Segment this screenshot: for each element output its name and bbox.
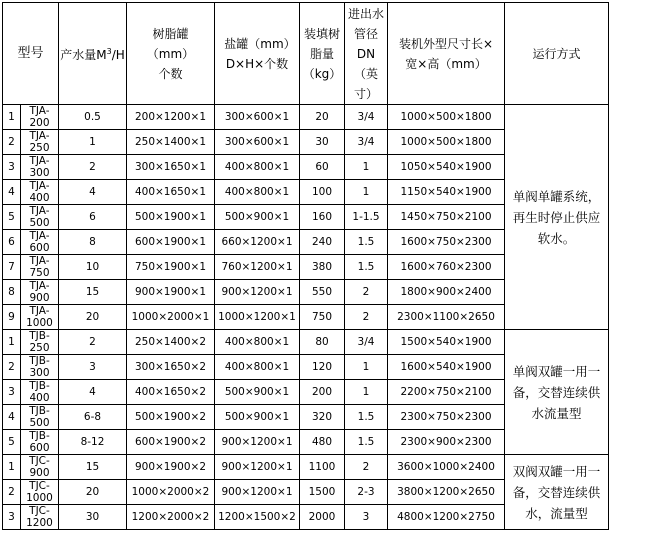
cell-resin: 750×1900×1 xyxy=(127,255,215,280)
cell-salt: 1200×1500×2 xyxy=(215,505,300,530)
cell-model: TJB-250 xyxy=(21,330,59,355)
cell-dims: 1600×760×2300 xyxy=(388,255,505,280)
cell-salt: 900×1200×1 xyxy=(215,430,300,455)
cell-dims: 1450×750×2100 xyxy=(388,205,505,230)
cell-dims: 1800×900×2400 xyxy=(388,280,505,305)
header-mode: 运行方式 xyxy=(505,3,609,105)
cell-model: TJC-1000 xyxy=(21,480,59,505)
cell-output: 1 xyxy=(59,130,127,155)
table-row xyxy=(3,105,609,130)
cell-dims: 1600×750×2300 xyxy=(388,230,505,255)
operation-mode-cell: 双阀双罐一用一备，交替连续供水，流量型 xyxy=(505,455,609,530)
header-output xyxy=(59,3,127,105)
cell-dims: 2200×750×2100 xyxy=(388,380,505,405)
header-model: 型号 xyxy=(3,3,59,105)
cell-n: 3 xyxy=(3,380,21,405)
spec-table xyxy=(2,2,609,530)
cell-dims: 3600×1000×2400 xyxy=(388,455,505,480)
cell-resin: 1200×2000×2 xyxy=(127,505,215,530)
cell-n: 4 xyxy=(3,405,21,430)
cell-salt: 1000×1200×1 xyxy=(215,305,300,330)
cell-output: 2 xyxy=(59,155,127,180)
cell-dims: 2300×750×2300 xyxy=(388,405,505,430)
cell-n: 3 xyxy=(3,505,21,530)
cell-pipe: 3/4 xyxy=(345,330,388,355)
cell-output: 2 xyxy=(59,330,127,355)
cell-model: TJA-750 xyxy=(21,255,59,280)
cell-resin: 900×1900×1 xyxy=(127,280,215,305)
header-resin-tank: 树脂罐（mm）个数 xyxy=(127,3,215,105)
cell-output: 3 xyxy=(59,355,127,380)
cell-output: 8-12 xyxy=(59,430,127,455)
cell-output: 20 xyxy=(59,305,127,330)
cell-fill: 100 xyxy=(300,180,345,205)
cell-fill: 550 xyxy=(300,280,345,305)
cell-output: 15 xyxy=(59,280,127,305)
cell-salt: 400×800×1 xyxy=(215,180,300,205)
cell-salt: 500×900×1 xyxy=(215,405,300,430)
cell-salt: 300×600×1 xyxy=(215,105,300,130)
cell-fill: 80 xyxy=(300,330,345,355)
cell-salt: 760×1200×1 xyxy=(215,255,300,280)
cell-resin: 400×1650×2 xyxy=(127,380,215,405)
cell-fill: 30 xyxy=(300,130,345,155)
cell-salt: 500×900×1 xyxy=(215,205,300,230)
table-row xyxy=(3,330,609,355)
cell-pipe: 2 xyxy=(345,455,388,480)
cell-dims: 1150×540×1900 xyxy=(388,180,505,205)
cell-dims: 2300×1100×2650 xyxy=(388,305,505,330)
cell-model: TJB-600 xyxy=(21,430,59,455)
cell-dims: 1000×500×1800 xyxy=(388,130,505,155)
cell-resin: 600×1900×1 xyxy=(127,230,215,255)
cell-n: 1 xyxy=(3,455,21,480)
cell-model: TJA-1000 xyxy=(21,305,59,330)
cell-pipe: 1.5 xyxy=(345,405,388,430)
cell-fill: 480 xyxy=(300,430,345,455)
cell-salt: 400×800×1 xyxy=(215,155,300,180)
header-dims: 装机外型尺寸长×宽×高（mm） xyxy=(388,3,505,105)
cell-model: TJC-1200 xyxy=(21,505,59,530)
cell-n: 8 xyxy=(3,280,21,305)
cell-resin: 600×1900×2 xyxy=(127,430,215,455)
cell-output: 6 xyxy=(59,205,127,230)
cell-model: TJA-900 xyxy=(21,280,59,305)
cell-pipe: 1 xyxy=(345,155,388,180)
cell-pipe: 1.5 xyxy=(345,430,388,455)
cell-output: 30 xyxy=(59,505,127,530)
cell-fill: 120 xyxy=(300,355,345,380)
table-row xyxy=(3,455,609,480)
cell-pipe: 2-3 xyxy=(345,480,388,505)
cell-pipe: 3 xyxy=(345,505,388,530)
cell-n: 1 xyxy=(3,330,21,355)
cell-pipe: 1-1.5 xyxy=(345,205,388,230)
cell-salt: 900×1200×1 xyxy=(215,455,300,480)
header-output-text: 产水量M xyxy=(60,48,107,62)
cell-salt: 500×900×1 xyxy=(215,380,300,405)
cell-pipe: 1.5 xyxy=(345,255,388,280)
cell-model: TJA-250 xyxy=(21,130,59,155)
cell-fill: 1500 xyxy=(300,480,345,505)
cell-fill: 1100 xyxy=(300,455,345,480)
header-output-unit: /H xyxy=(111,48,125,62)
cell-model: TJA-400 xyxy=(21,180,59,205)
cell-n: 9 xyxy=(3,305,21,330)
cell-resin: 1000×2000×1 xyxy=(127,305,215,330)
cell-model: TJA-500 xyxy=(21,205,59,230)
cell-n: 7 xyxy=(3,255,21,280)
cell-model: TJA-200 xyxy=(21,105,59,130)
cell-resin: 500×1900×2 xyxy=(127,405,215,430)
cell-model: TJB-300 xyxy=(21,355,59,380)
cell-model: TJB-500 xyxy=(21,405,59,430)
cell-n: 2 xyxy=(3,130,21,155)
cell-output: 6-8 xyxy=(59,405,127,430)
cell-fill: 2000 xyxy=(300,505,345,530)
cell-pipe: 3/4 xyxy=(345,130,388,155)
cell-fill: 60 xyxy=(300,155,345,180)
cell-salt: 660×1200×1 xyxy=(215,230,300,255)
cell-fill: 320 xyxy=(300,405,345,430)
cell-output: 0.5 xyxy=(59,105,127,130)
cell-resin: 900×1900×2 xyxy=(127,455,215,480)
cell-salt: 400×800×1 xyxy=(215,355,300,380)
cell-salt: 400×800×1 xyxy=(215,330,300,355)
header-resin-fill: 装填树脂量（kg） xyxy=(300,3,345,105)
cell-model: TJB-400 xyxy=(21,380,59,405)
cell-salt: 900×1200×1 xyxy=(215,480,300,505)
cell-fill: 160 xyxy=(300,205,345,230)
table-body xyxy=(3,3,609,530)
cell-output: 15 xyxy=(59,455,127,480)
cell-pipe: 3/4 xyxy=(345,105,388,130)
cell-resin: 250×1400×2 xyxy=(127,330,215,355)
cell-n: 2 xyxy=(3,355,21,380)
cell-fill: 750 xyxy=(300,305,345,330)
cell-output: 10 xyxy=(59,255,127,280)
operation-mode-cell: 单阀单罐系统，再生时停止供应软水。 xyxy=(505,105,609,330)
operation-mode-cell: 单阀双罐一用一备，交替连续供水流量型 xyxy=(505,330,609,455)
cell-dims: 1000×500×1800 xyxy=(388,105,505,130)
cell-resin: 300×1650×1 xyxy=(127,155,215,180)
cell-salt: 300×600×1 xyxy=(215,130,300,155)
cell-dims: 2300×900×2300 xyxy=(388,430,505,455)
cell-dims: 1050×540×1900 xyxy=(388,155,505,180)
cell-dims: 1500×540×1900 xyxy=(388,330,505,355)
cell-model: TJC-900 xyxy=(21,455,59,480)
header-salt-tank: 盐罐（mm）D×H×个数 xyxy=(215,3,300,105)
header-output-sup: 3 xyxy=(106,47,112,56)
cell-fill: 20 xyxy=(300,105,345,130)
cell-resin: 500×1900×1 xyxy=(127,205,215,230)
cell-n: 6 xyxy=(3,230,21,255)
cell-resin: 200×1200×1 xyxy=(127,105,215,130)
cell-pipe: 2 xyxy=(345,305,388,330)
cell-n: 5 xyxy=(3,205,21,230)
cell-salt: 900×1200×1 xyxy=(215,280,300,305)
cell-fill: 240 xyxy=(300,230,345,255)
cell-resin: 250×1400×1 xyxy=(127,130,215,155)
cell-fill: 380 xyxy=(300,255,345,280)
header-row xyxy=(3,3,609,105)
cell-pipe: 1 xyxy=(345,355,388,380)
cell-n: 4 xyxy=(3,180,21,205)
cell-pipe: 1 xyxy=(345,380,388,405)
cell-output: 8 xyxy=(59,230,127,255)
cell-n: 2 xyxy=(3,480,21,505)
cell-resin: 400×1650×1 xyxy=(127,180,215,205)
cell-n: 5 xyxy=(3,430,21,455)
cell-n: 3 xyxy=(3,155,21,180)
cell-fill: 200 xyxy=(300,380,345,405)
cell-dims: 4800×1200×2750 xyxy=(388,505,505,530)
cell-pipe: 1.5 xyxy=(345,230,388,255)
cell-n: 1 xyxy=(3,105,21,130)
cell-output: 20 xyxy=(59,480,127,505)
cell-resin: 300×1650×2 xyxy=(127,355,215,380)
cell-dims: 1600×540×1900 xyxy=(388,355,505,380)
header-pipe: 进出水管径DN（英寸） xyxy=(345,3,388,105)
cell-output: 4 xyxy=(59,380,127,405)
cell-pipe: 1 xyxy=(345,180,388,205)
cell-output: 4 xyxy=(59,180,127,205)
cell-model: TJA-300 xyxy=(21,155,59,180)
cell-model: TJA-600 xyxy=(21,230,59,255)
cell-resin: 1000×2000×2 xyxy=(127,480,215,505)
cell-pipe: 2 xyxy=(345,280,388,305)
cell-dims: 3800×1200×2650 xyxy=(388,480,505,505)
